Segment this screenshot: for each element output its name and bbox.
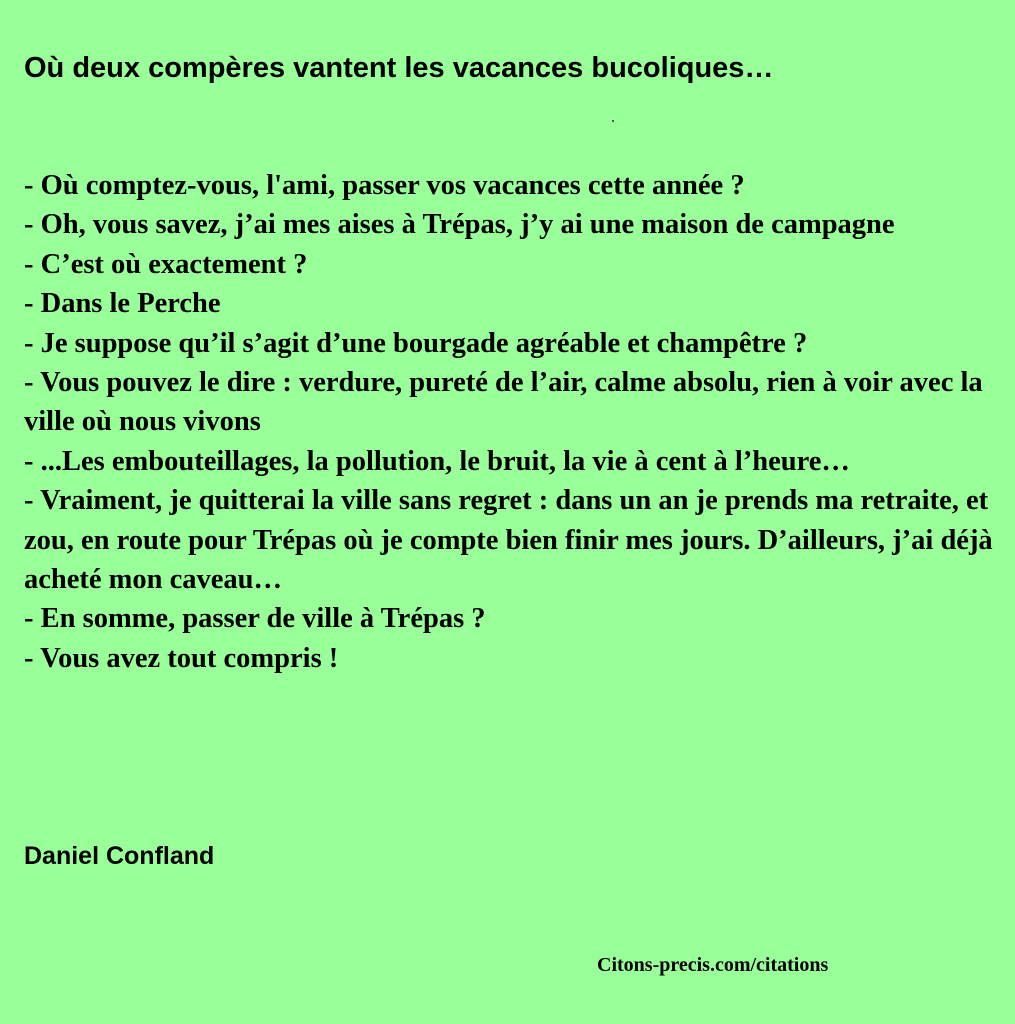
dialogue-line: - En somme, passer de ville à Trépas ?	[24, 603, 486, 635]
dialogue-line: - Vous pouvez le dire : verdure, pureté de l’air, calme absolu, rien à voir avec la ville où nous vivons	[24, 367, 983, 438]
dialogue-line: - Je suppose qu’il s’agit d’une bourgade agréable et champêtre ?	[24, 327, 808, 359]
dialogue-line: - C’est où exactement ?	[24, 248, 308, 280]
quote-title: Où deux compères vantent les vacances bucoliques…	[24, 52, 774, 84]
dialogue-line: - ...Les embouteillages, la pollution, le bruit, la vie à cent à l’heure…	[24, 445, 850, 477]
dialogue-line: - Oh, vous savez, j’ai mes aises à Trépas, j’y ai une maison de campagne	[24, 209, 895, 241]
dialogue-line: - Vous avez tout compris !	[24, 642, 339, 674]
dialogue-text	[24, 166, 994, 678]
speck-mark	[612, 120, 614, 122]
dialogue-line: - Dans le Perche	[24, 288, 221, 320]
dialogue-line: - Vraiment, je quitterai la ville sans regret : dans un an je prends ma retraite, et zou, en route pour Trépas où je compte bien finir mes jours. D’ailleurs, j’ai déjà acheté mon caveau…	[24, 485, 993, 596]
dialogue-line: - Où comptez-vous, l'ami, passer vos vacances cette année ?	[24, 170, 745, 201]
author-name: Daniel Confland	[24, 842, 215, 870]
source-credit: Citons-precis.com/citations	[597, 954, 829, 976]
